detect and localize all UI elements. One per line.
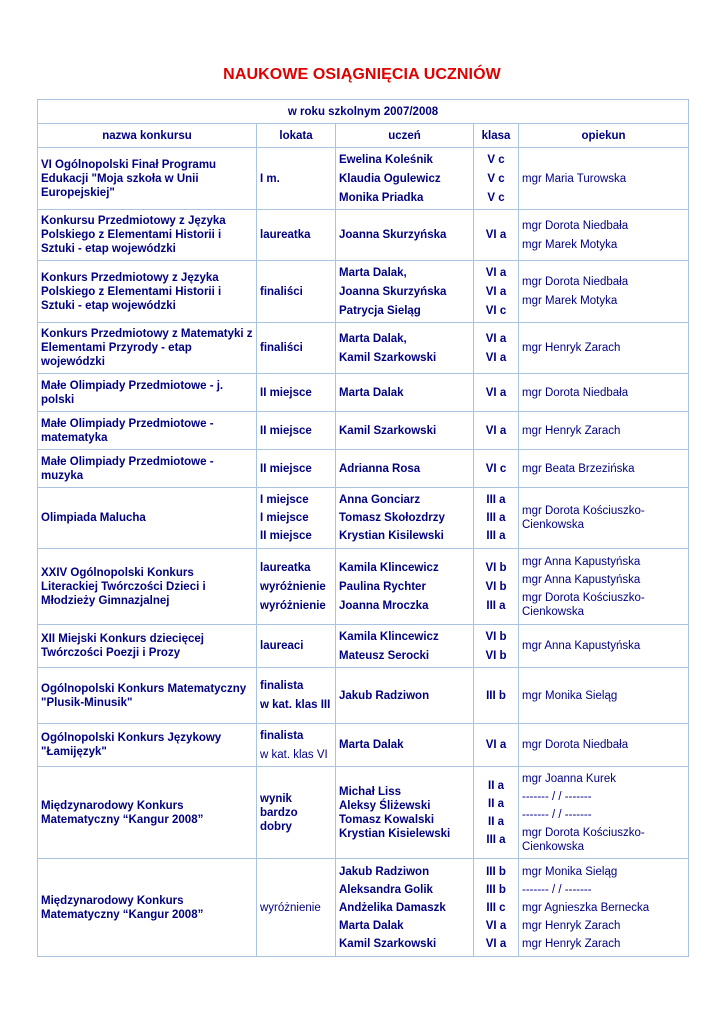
- teacher-name: ------- / / -------: [522, 790, 592, 803]
- students-cell: [336, 668, 474, 724]
- page-title: NAUKOWE OSIĄGNIĘCIA UCZNIÓW: [223, 66, 501, 83]
- teachers-cell: [519, 859, 689, 957]
- teacher-name: mgr Monika Sieląg: [522, 865, 618, 878]
- contest-name: XXIV Ogólnopolski Konkurs Literackiej Twórczości Dzieci i Młodzieży Gimnazjalnej: [38, 549, 257, 625]
- contest-name: Międzynarodowy Konkurs Matematyczny “Kangur 2008”: [38, 767, 257, 859]
- header-row: [38, 124, 689, 148]
- place-text: II miejsce: [260, 530, 312, 542]
- contest-name: XII Miejski Konkurs dziecięcej Twórczości Poezji i Prozy: [38, 625, 257, 668]
- contest-name: Małe Olimpiady Przedmiotowe - muzyka: [38, 450, 257, 488]
- table-row: [38, 323, 689, 374]
- place-text: w kat. klas VI: [260, 748, 328, 761]
- place-text: II miejsce: [260, 424, 312, 437]
- table-row: [38, 450, 689, 488]
- students-cell: [336, 412, 474, 450]
- class-label: V c: [487, 153, 505, 166]
- teacher-name: mgr Dorota Niedbała: [522, 276, 629, 288]
- class-label: VI a: [485, 739, 507, 751]
- class-cell: [474, 488, 519, 549]
- class-cell: [474, 859, 519, 957]
- place-cell: [257, 450, 336, 488]
- student-name: Aleksy Śliżewski: [339, 799, 431, 812]
- teachers-cell: [519, 210, 689, 261]
- table-row: [38, 625, 689, 668]
- teacher-name: mgr Dorota Niedbała: [522, 386, 629, 399]
- class-cell: [474, 412, 519, 450]
- student-name: Adrianna Rosa: [339, 462, 421, 475]
- teachers-cell: [519, 767, 689, 859]
- column-header-contest: nazwa konkursu: [38, 124, 257, 148]
- table-row: [38, 549, 689, 625]
- class-label: VI a: [485, 937, 507, 950]
- student-name: Jakub Radziwon: [339, 865, 430, 878]
- class-label: VI b: [485, 580, 507, 593]
- place-text: I miejsce: [260, 512, 309, 524]
- place-cell: [257, 488, 336, 549]
- teacher-name: mgr Dorota Niedbała: [522, 739, 629, 751]
- class-label: III a: [486, 512, 506, 524]
- class-label: V c: [487, 191, 505, 204]
- contest-name: Ogólnopolski Konkurs Językowy "Łamijęzyk": [38, 724, 257, 767]
- place-text: finaliści: [260, 285, 303, 298]
- place-text: laureatka: [260, 561, 311, 574]
- class-label: VI a: [485, 285, 507, 298]
- teacher-name: mgr Henryk Zarach: [522, 919, 621, 932]
- class-cell: [474, 210, 519, 261]
- contest-name: Konkursu Przedmiotowy z Języka Polskiego z Elementami Historii i Sztuki - etap wojewódzki: [38, 210, 257, 261]
- table-row: [38, 767, 689, 859]
- table-row: [38, 210, 689, 261]
- class-cell: [474, 625, 519, 668]
- teacher-name: mgr Anna Kapustyńska: [522, 555, 641, 568]
- place-text: wynik bardzo dobry: [260, 792, 298, 833]
- class-label: III b: [486, 689, 506, 702]
- place-text: finaliści: [260, 342, 303, 354]
- student-name: Patrycja Sieląg: [339, 304, 421, 317]
- student-name: Kamil Szarkowski: [339, 424, 437, 437]
- teachers-cell: [519, 488, 689, 549]
- table-row: [38, 412, 689, 450]
- class-cell: [474, 767, 519, 859]
- place-text: I m.: [260, 172, 280, 185]
- place-cell: [257, 767, 336, 859]
- place-cell: [257, 668, 336, 724]
- teacher-name: ------- / / -------: [522, 883, 592, 896]
- table-row: [38, 488, 689, 549]
- students-cell: [336, 724, 474, 767]
- class-cell: [474, 668, 519, 724]
- students-cell: [336, 549, 474, 625]
- place-cell: [257, 323, 336, 374]
- teacher-name: mgr Dorota Kościuszko-Cienkowska: [522, 505, 645, 531]
- teacher-name: mgr Henryk Zarach: [522, 424, 621, 437]
- students-cell: [336, 323, 474, 374]
- student-name: Joanna Skurzyńska: [339, 285, 447, 298]
- student-name: Andżelika Damaszk: [339, 901, 446, 914]
- table-row: [38, 859, 689, 957]
- contest-name: Międzynarodowy Konkurs Matematyczny “Kangur 2008”: [38, 859, 257, 957]
- students-cell: [336, 488, 474, 549]
- class-label: VI c: [485, 462, 507, 475]
- student-name: Tomasz Kowalski: [339, 813, 435, 826]
- class-label: III a: [486, 599, 506, 612]
- class-cell: [474, 549, 519, 625]
- students-cell: [336, 859, 474, 957]
- column-header-student: uczeń: [336, 124, 474, 148]
- table-row: [38, 374, 689, 412]
- class-label: VI a: [485, 424, 507, 437]
- class-cell: [474, 450, 519, 488]
- teachers-cell: [519, 261, 689, 323]
- place-text: I miejsce: [260, 494, 309, 506]
- class-label: III a: [486, 530, 506, 542]
- table-row: [38, 724, 689, 767]
- class-label: II a: [488, 779, 504, 792]
- students-cell: [336, 767, 474, 859]
- class-label: VI a: [485, 266, 507, 279]
- teacher-name: mgr Joanna Kurek: [522, 772, 616, 785]
- student-name: Ewelina Koleśnik: [339, 153, 433, 166]
- student-name: Krystian Kisilewski: [339, 530, 444, 542]
- class-cell: [474, 261, 519, 323]
- students-cell: [336, 625, 474, 668]
- teachers-cell: [519, 450, 689, 488]
- class-label: III c: [486, 901, 506, 914]
- place-text: wyróżnienie: [260, 901, 321, 914]
- student-name: Marta Dalak: [339, 739, 404, 751]
- class-label: II a: [488, 797, 504, 810]
- teachers-cell: [519, 148, 689, 210]
- students-cell: [336, 261, 474, 323]
- teachers-cell: [519, 625, 689, 668]
- teacher-name: mgr Dorota Niedbała: [522, 219, 629, 232]
- place-cell: [257, 549, 336, 625]
- class-label: V c: [487, 172, 505, 185]
- teacher-name: mgr Henryk Zarach: [522, 342, 621, 354]
- teacher-name: mgr Dorota Kościuszko-Cienkowska: [522, 591, 645, 618]
- teachers-cell: [519, 374, 689, 412]
- place-text: finalista: [260, 680, 304, 692]
- class-label: III a: [486, 494, 506, 506]
- teacher-name: mgr Henryk Zarach: [522, 937, 621, 950]
- teacher-name: mgr Monika Sieląg: [522, 689, 618, 702]
- teachers-cell: [519, 724, 689, 767]
- teachers-cell: [519, 412, 689, 450]
- column-header-place: lokata: [257, 124, 336, 148]
- student-name: Aleksandra Golik: [339, 883, 433, 896]
- place-text: laureaci: [260, 640, 304, 652]
- teacher-name: mgr Maria Turowska: [522, 172, 627, 185]
- contest-name: Olimpiada Malucha: [38, 488, 257, 549]
- teacher-name: mgr Marek Motyka: [522, 295, 618, 307]
- class-label: VI a: [485, 229, 507, 241]
- student-name: Klaudia Ogulewicz: [339, 172, 441, 185]
- teachers-cell: [519, 668, 689, 724]
- place-text: II miejsce: [260, 462, 312, 475]
- student-name: Kamil Szarkowski: [339, 937, 437, 950]
- achievements-table: [37, 99, 689, 957]
- class-cell: [474, 724, 519, 767]
- class-label: III b: [486, 883, 506, 896]
- class-cell: [474, 148, 519, 210]
- class-label: II a: [488, 815, 504, 828]
- student-name: Kamila Klincewicz: [339, 561, 439, 574]
- contest-name: Ogólnopolski Konkurs Matematyczny "Plusik-Minusik": [38, 668, 257, 724]
- student-name: Krystian Kisielewski: [339, 827, 451, 840]
- student-name: Joanna Skurzyńska: [339, 229, 447, 241]
- student-name: Michał Liss: [339, 785, 401, 798]
- student-name: Marta Dalak: [339, 386, 404, 399]
- class-label: VI a: [485, 919, 507, 932]
- contest-name: Konkurs Przedmiotowy z Matematyki z Elementami Przyrody - etap wojewódzki: [38, 323, 257, 374]
- student-name: Tomasz Skołozdrzy: [339, 512, 445, 524]
- contest-name: VI Ogólnopolski Finał Programu Edukacji "Moja szkoła w Unii Europejskiej": [38, 148, 257, 210]
- place-text: w kat. klas III: [260, 699, 331, 711]
- place-text: laureatka: [260, 229, 311, 241]
- class-cell: [474, 323, 519, 374]
- teacher-name: mgr Dorota Kościuszko-Cienkowska: [522, 826, 645, 853]
- teacher-name: mgr Beata Brzezińska: [522, 462, 635, 475]
- students-cell: [336, 450, 474, 488]
- class-label: VI a: [485, 386, 507, 399]
- teacher-name: mgr Anna Kapustyńska: [522, 573, 641, 586]
- contest-name: Małe Olimpiady Przedmiotowe - j. polski: [38, 374, 257, 412]
- teacher-name: ------- / / -------: [522, 808, 592, 821]
- table-row: [38, 261, 689, 323]
- column-header-teacher: opiekun: [519, 124, 689, 148]
- place-cell: [257, 148, 336, 210]
- place-text: II miejsce: [260, 386, 312, 399]
- place-text: wyróżnienie: [260, 580, 326, 593]
- class-label: VI b: [485, 561, 507, 574]
- student-name: Marta Dalak,: [339, 266, 407, 279]
- school-year-caption: w roku szkolnym 2007/2008: [38, 100, 689, 124]
- class-cell: [474, 374, 519, 412]
- teacher-name: mgr Marek Motyka: [522, 238, 618, 251]
- place-cell: [257, 724, 336, 767]
- student-name: Marta Dalak: [339, 919, 404, 932]
- table-row: [38, 668, 689, 724]
- teachers-cell: [519, 549, 689, 625]
- student-name: Kamila Klincewicz: [339, 630, 439, 643]
- contest-name: Małe Olimpiady Przedmiotowe - matematyka: [38, 412, 257, 450]
- student-name: Anna Gonciarz: [339, 494, 421, 506]
- place-cell: [257, 374, 336, 412]
- class-label: VI b: [485, 649, 507, 662]
- class-label: VI a: [485, 332, 507, 345]
- teachers-cell: [519, 323, 689, 374]
- teacher-name: mgr Anna Kapustyńska: [522, 640, 641, 652]
- student-name: Marta Dalak,: [339, 332, 407, 345]
- teacher-name: mgr Agnieszka Bernecka: [522, 901, 650, 914]
- student-name: Paulina Rychter: [339, 580, 426, 593]
- class-label: III a: [486, 833, 506, 846]
- student-name: Kamil Szarkowski: [339, 351, 437, 364]
- student-name: Joanna Mroczka: [339, 599, 429, 612]
- place-text: wyróżnienie: [260, 599, 326, 612]
- student-name: Mateusz Serocki: [339, 649, 430, 662]
- place-cell: [257, 210, 336, 261]
- class-label: VI b: [485, 630, 507, 643]
- students-cell: [336, 148, 474, 210]
- place-cell: [257, 261, 336, 323]
- class-label: III b: [486, 865, 506, 878]
- students-cell: [336, 374, 474, 412]
- students-cell: [336, 210, 474, 261]
- student-name: Monika Priadka: [339, 191, 424, 204]
- contest-name: Konkurs Przedmiotowy z Języka Polskiego z Elementami Historii i Sztuki - etap wojewódzki: [38, 261, 257, 323]
- place-text: finalista: [260, 729, 304, 742]
- student-name: Jakub Radziwon: [339, 689, 430, 702]
- class-label: VI a: [485, 351, 507, 364]
- place-cell: [257, 859, 336, 957]
- place-cell: [257, 625, 336, 668]
- place-cell: [257, 412, 336, 450]
- column-header-class: klasa: [474, 124, 519, 148]
- class-label: VI c: [485, 304, 507, 317]
- table-row: [38, 148, 689, 210]
